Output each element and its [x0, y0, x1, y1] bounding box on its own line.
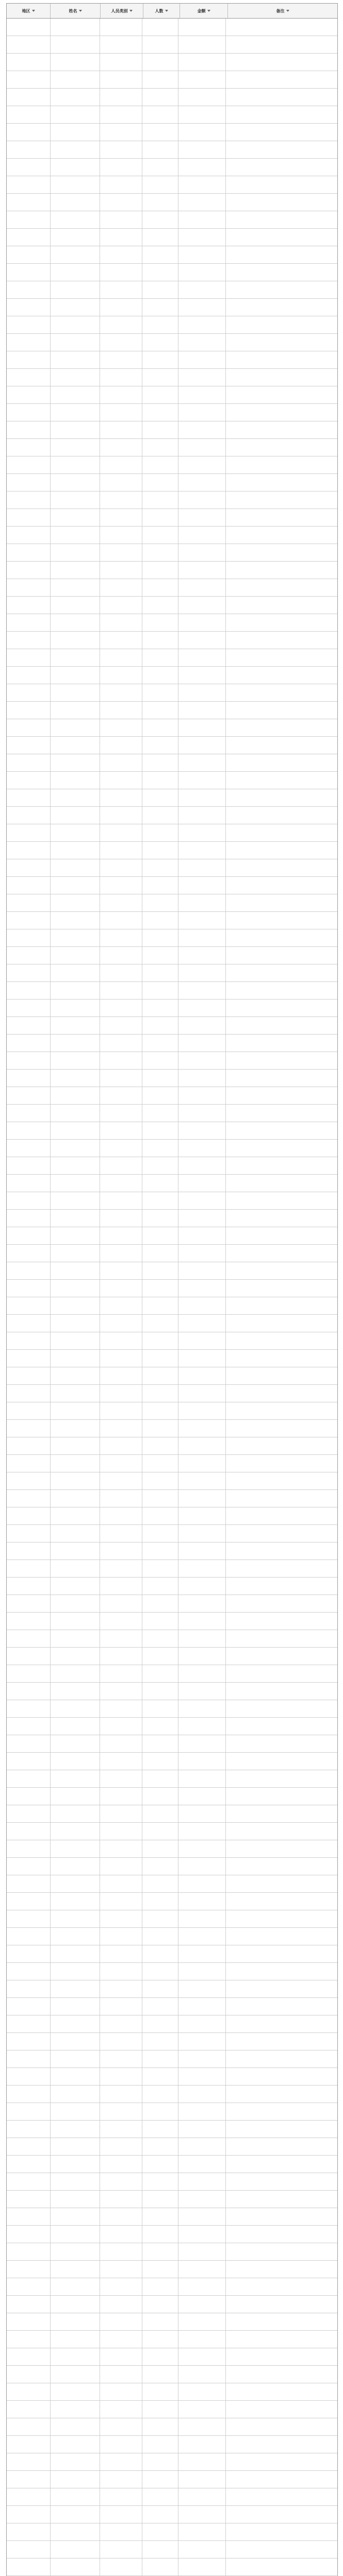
filter-dropdown-icon[interactable] — [79, 10, 82, 12]
column-header-label: 金额 — [197, 8, 206, 13]
column-header-category[interactable] — [101, 4, 143, 18]
column-header-label: 人员类别 — [111, 8, 128, 13]
filter-dropdown-icon[interactable] — [165, 10, 168, 12]
column-header-name[interactable] — [51, 4, 101, 18]
data-table — [6, 3, 338, 2576]
column-header-label: 备注 — [276, 8, 285, 13]
column-header-label: 人数 — [155, 8, 164, 13]
filter-dropdown-icon[interactable] — [286, 10, 289, 12]
filter-dropdown-icon[interactable] — [129, 10, 133, 12]
column-header-note[interactable] — [228, 4, 337, 18]
column-header-count[interactable] — [143, 4, 180, 18]
filter-dropdown-icon[interactable] — [207, 10, 210, 12]
column-header-label: 地区 — [22, 8, 30, 13]
filter-dropdown-icon[interactable] — [32, 10, 35, 12]
column-header-region[interactable] — [7, 4, 51, 18]
column-header-label: 姓名 — [69, 8, 77, 13]
column-header-amount[interactable] — [180, 4, 228, 18]
table-body-grid — [7, 19, 337, 2576]
table-header-row — [7, 4, 337, 19]
